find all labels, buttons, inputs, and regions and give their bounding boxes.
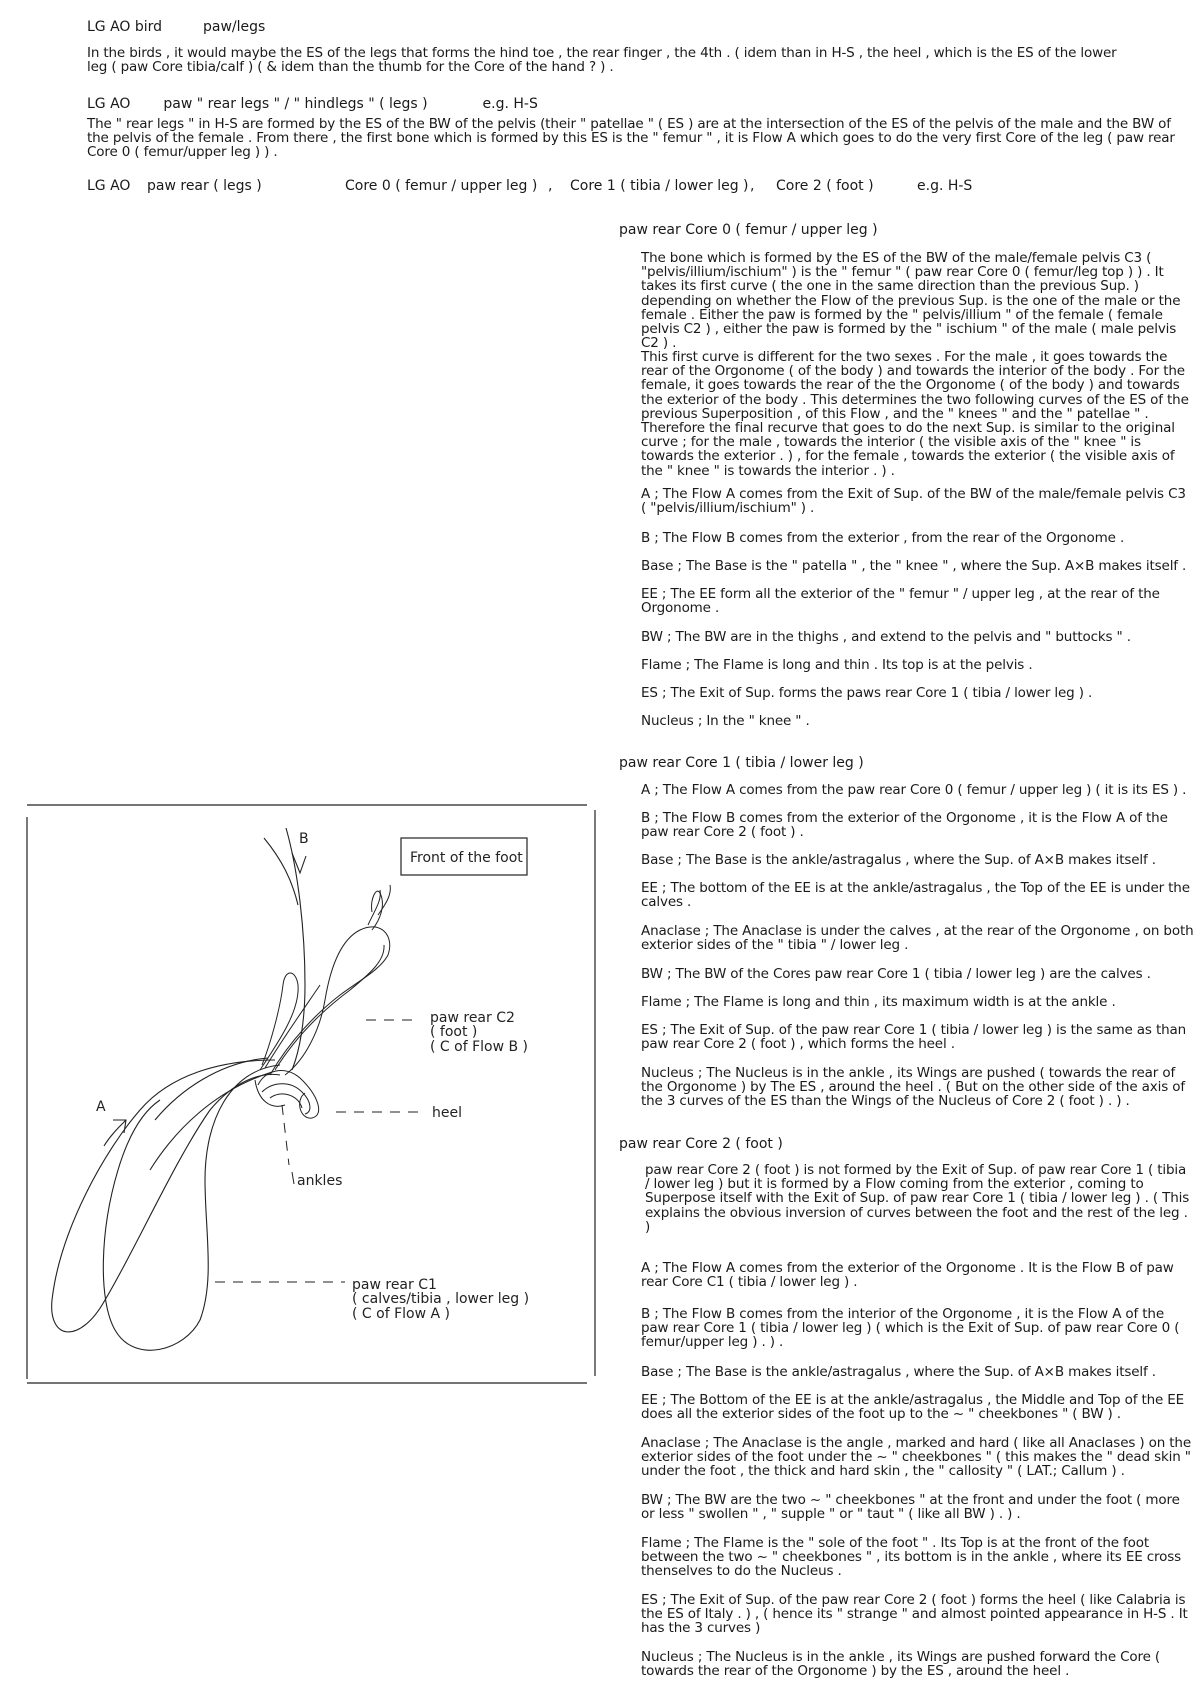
core1-heading: paw rear Core 1 ( tibia / lower leg ) (619, 755, 864, 771)
header-line-2-label: LG AO (87, 96, 131, 112)
foot-sketch (255, 885, 390, 1118)
intro-paragraph: In the birds , it would maybe the ES of the legs that forms the hind toe , the rear finger , the 4th . ( idem than in H-S , the heel , which is the ES of the lower leg ( paw Core tibia/calf ) ( & idem than the thumb for the Core of the hand ? ) . (87, 45, 1117, 76)
c2-label-1: paw rear C2 (430, 1010, 515, 1026)
core2-item-bw: BW ; The BW are the two ~ " cheekbones " at the front and under the foot ( more or less " swollen " , " supple " or " taut " ( like all BW ) . ) . (641, 1492, 1180, 1523)
header-line-3-core2: Core 2 ( foot ) (776, 178, 874, 194)
core0-heading: paw rear Core 0 ( femur / upper leg ) (619, 222, 878, 238)
header-title: LG AO bird (87, 19, 163, 35)
intro-paragraph-2: The " rear legs " in H-S are formed by the ES of the BW of the pelvis (their " patellae " ( ES ) are at the intersection of the ES of the pelvis of the male and the BW of the pelvis of the female . From there , the first bone which is formed by this ES is the " femur " , it is Flow A which goes to do the very first Core of the leg ( paw rear Core 0 ( femur/upper leg ) ) . (87, 116, 1175, 161)
front-of-foot-label: Front of the foot (410, 850, 523, 866)
core1-item-b: B ; The Flow B comes from the exterior of the Orgonome , it is the Flow A of the paw rear Core 2 ( foot ) . (641, 810, 1168, 841)
c1-label-2: ( calves/tibia , lower leg ) (352, 1291, 530, 1307)
core1-item-es: ES ; The Exit of Sup. of the paw rear Core 1 ( tibia / lower leg ) is the same as than paw rear Core 2 ( foot ) , which forms the heel . (641, 1022, 1187, 1053)
core2-description: paw rear Core 2 ( foot ) is not formed by the Exit of Sup. of paw rear Core 1 ( tibia / lower leg ) but it is formed by a Flow coming from the exterior , coming to Superpose itself with the Exit of Sup. of paw rear Core 1 ( tibia / lower leg ) . ( This explains the obvious inversion of curves between the foot and the rest of the leg . ) (645, 1162, 1190, 1235)
c1-label-1: paw rear C1 (352, 1277, 437, 1293)
core1-item-anaclase: Anaclase ; The Anaclase is under the calves , at the rear of the Orgonome , on both exterior sides of the " tibia " / lower leg . (641, 923, 1194, 954)
core1-item-flame: Flame ; The Flame is long and thin , its maximum width is at the ankle . (641, 994, 1116, 1010)
core2-item-nucleus: Nucleus ; The Nucleus is in the ankle , its Wings are pushed forward the Core ( towards the rear of the Orgonome ) by the ES , around the heel . (641, 1649, 1161, 1680)
core1-item-ee: EE ; The bottom of the EE is at the ankle/astragalus , the Top of the EE is under the calves . (641, 880, 1190, 911)
core1-item-a: A ; The Flow A comes from the paw rear Core 0 ( femur / upper leg ) ( it is its ES ) . (641, 782, 1187, 798)
c2-label-3: ( C of Flow B ) (430, 1039, 529, 1055)
core2-item-a: A ; The Flow A comes from the exterior of the Orgonome . It is the Flow B of paw rear Core C1 ( tibia / lower leg ) . (641, 1260, 1174, 1291)
core1-item-nucleus: Nucleus ; The Nucleus is in the ankle , its Wings are pushed ( towards the rear of the Orgonome ) by The ES , around the heel . ( But on the other side of the axis of the 3 curves of the ES than the Wings of the Nucleus of Core 2 ( foot ) . ) . (641, 1065, 1185, 1110)
header-line-3-label: LG AO (87, 178, 131, 194)
ankles-label: ankles (297, 1173, 343, 1189)
core0-description-2: This first curve is different for the two sexes . For the male , it goes towards the rear of the Orgonome ( of the body ) and towards the interior of the body . For the female, it goes towards the rear of the the Orgonome ( of the body ) and towards the exterior of the body . This determines the two following curves of the ES of the previous Superposition , of this Flow , and the " knees " and the " patellae " . Therefore the final recurve that goes to do the next Sup. is similar to the original curve ; for the male , towards the interior ( the visible axis of the " knee " is towards the exterior . ) , for the female , towards the exterior ( the visible axis of the " knee " is towards the interior . ) . (641, 349, 1189, 479)
heel-label: heel (432, 1105, 462, 1121)
core0-item-nucleus: Nucleus ; In the " knee " . (641, 713, 810, 729)
header-line-2 (87, 97, 538, 112)
header-line-1 (87, 20, 265, 35)
flow-b-label: B (299, 831, 309, 847)
core0-item-bw: BW ; The BW are in the thighs , and extend to the pelvis and " buttocks " . (641, 629, 1131, 645)
core2-item-base: Base ; The Base is the ankle/astragalus , where the Sup. of A×B makes itself . (641, 1364, 1156, 1380)
core0-item-flame: Flame ; The Flame is long and thin . Its top is at the pelvis . (641, 657, 1033, 673)
header-line-3-sep2: , (750, 178, 755, 194)
core0-item-es: ES ; The Exit of Sup. forms the paws rear Core 1 ( tibia / lower leg ) . (641, 685, 1093, 701)
core2-item-b: B ; The Flow B comes from the interior of the Orgonome , it is the Flow A of the paw rear Core 1 ( tibia / lower leg ) ( which is the Exit of Sup. of paw rear Core 0 ( femur/upper leg ) . ) . (641, 1306, 1180, 1351)
header-line-2-example: e.g. H-S (482, 96, 538, 112)
core0-item-base: Base ; The Base is the " patella " , the " knee " , where the Sup. A×B makes itself . (641, 558, 1187, 574)
c2-label-2: ( foot ) (430, 1024, 478, 1040)
foot-diagram (0, 795, 600, 1395)
flow-a-label: A (96, 1099, 106, 1115)
c1-label-3: ( C of Flow A ) (352, 1306, 450, 1322)
core2-heading: paw rear Core 2 ( foot ) (619, 1136, 783, 1152)
lower-leg-sketch (52, 1058, 280, 1350)
header-line-3-core0: Core 0 ( femur / upper leg ) (345, 178, 538, 194)
core0-description: The bone which is formed by the ES of the BW of the male/female pelvis C3 ( "pelvis/illium/ischium" ) is the " femur " ( paw rear Core 0 ( femur/leg top ) ) . It takes its first curve ( the one in the same direction than the previous Sup. ) depending on whether the Flow of the previous Sup. is the one of the male or the female . Either the paw is formed by the " pelvis/illium " of the female ( female pelvis C2 ) , either the paw is formed by the " ischium " of the male ( male pelvis C2 ) . (641, 250, 1181, 352)
core2-item-flame: Flame ; The Flame is the " sole of the foot " . Its Top is at the front of the foot between the two ~ " cheekbones " , its bottom is in the ankle , where its EE cross thenselves to do the Nucleus . (641, 1535, 1181, 1580)
core2-item-anaclase: Anaclase ; The Anaclase is the angle , marked and hard ( like all Anaclases ) on the exterior sides of the foot under the ~ " cheekbones " ( this makes the " dead skin " under the foot , the thick and hard skin , the " callosity " ( LAT.; Callum ) . (641, 1435, 1191, 1480)
core0-item-b: B ; The Flow B comes from the exterior , from the rear of the Orgonome . (641, 530, 1125, 546)
core0-item-a: A ; The Flow A comes from the Exit of Sup. of the BW of the male/female pelvis C3 ( "pelvis/illium/ischium" ) . (641, 486, 1186, 517)
ankles-leader-tick (292, 1172, 294, 1184)
leader-lines (215, 1020, 418, 1282)
header-subject: paw/legs (202, 19, 266, 35)
header-line-3-subject: paw rear ( legs ) (147, 178, 262, 194)
header-line-3-core1: Core 1 ( tibia / lower leg ) (570, 178, 749, 194)
header-line-3-sep1: , (548, 178, 553, 194)
header-line-2-subject: paw " rear legs " / " hindlegs " ( legs ) (163, 96, 428, 112)
core1-item-base: Base ; The Base is the ankle/astragalus , where the Sup. of A×B makes itself . (641, 852, 1156, 868)
core2-item-es: ES ; The Exit of Sup. of the paw rear Core 2 ( foot ) forms the heel ( like Calabria is the ES of Italy . ) , ( hence its " strange " and almost pointed appearance in H-S . It has the 3 curves ) (641, 1592, 1188, 1637)
core2-item-ee: EE ; The Bottom of the EE is at the ankle/astragalus , the Middle and Top of the EE does all the exterior sides of the foot up to the ~ " cheekbones " ( BW ) . (641, 1392, 1185, 1423)
header-line-3-example: e.g. H-S (917, 178, 973, 194)
core0-item-ee: EE ; The EE form all the exterior of the " femur " / upper leg , at the rear of the Orgonome . (641, 586, 1160, 617)
core1-item-bw: BW ; The BW of the Cores paw rear Core 1 ( tibia / lower leg ) are the calves . (641, 966, 1151, 982)
